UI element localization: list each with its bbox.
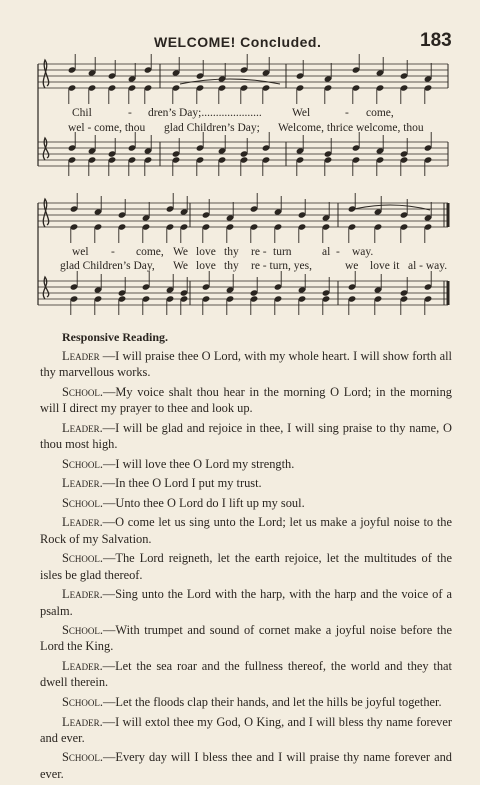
lyric: thy xyxy=(224,260,239,272)
entry-text: —I will love thee O Lord my strength. xyxy=(103,456,295,471)
entry-text: —Let the sea roar and the fullness thereof, the world and they that dwell therein. xyxy=(40,659,452,690)
speaker: Leader. xyxy=(62,476,103,491)
speaker: School. xyxy=(62,551,103,566)
lyric: it xyxy=(393,260,400,272)
reading-entry xyxy=(40,475,452,491)
lyric: wel xyxy=(72,246,89,258)
lyric: wel - come, thou xyxy=(68,122,146,134)
lyric: glad Children’s Day, xyxy=(60,260,155,272)
entry-text: —I will extol thee my God, O King, and I will bless thy name forever and ever. xyxy=(40,714,452,745)
speaker: Leader xyxy=(62,349,100,363)
lyric: al - way. xyxy=(408,260,448,272)
entry-text: —Unto thee O Lord do I lift up my soul. xyxy=(103,495,305,510)
lyric: - xyxy=(345,107,349,119)
lyric: We xyxy=(173,260,189,272)
reading-entry xyxy=(40,456,452,472)
lyric: - xyxy=(128,107,132,119)
entry-text: —In thee O Lord I put my trust. xyxy=(102,476,262,491)
reading-entry xyxy=(40,348,452,381)
entry-text: —The Lord reigneth, let the earth rejoice, let the multitudes of the isles be glad thereof. xyxy=(40,551,452,582)
reading-entry xyxy=(40,550,452,583)
speaker: School. xyxy=(62,384,103,399)
speaker: School. xyxy=(62,495,103,510)
lyric: thy xyxy=(224,246,239,258)
reading-entry xyxy=(40,586,452,619)
entry-text: —Sing unto the Lord with the harp, with the harp and the voice of a psalm. xyxy=(40,587,452,618)
entry-text: —Let the floods clap their hands, and let the hills be joyful together. xyxy=(103,694,442,709)
section-heading: Responsive Reading. xyxy=(62,330,169,344)
lyric: glad Children’s Day; xyxy=(164,122,260,134)
clef xyxy=(43,138,48,160)
speaker: School. xyxy=(62,623,103,638)
speaker: Leader. xyxy=(62,515,103,530)
lyric: - xyxy=(111,246,115,258)
tie xyxy=(180,79,280,84)
lyric: we xyxy=(345,260,359,272)
lyric: Chil xyxy=(72,107,92,119)
speaker: Leader. xyxy=(62,420,103,435)
reading-entry xyxy=(40,749,452,782)
page-title: WELCOME! Concluded. xyxy=(154,34,322,50)
lyric: dren’s Day;..................... xyxy=(148,107,262,119)
entry-text: —My voice shalt thou hear in the morning O Lord; in the morning will I direct my prayer to thee and look up. xyxy=(40,384,452,416)
entry-text: —With trumpet and sound of cornet make a joyful noise before the Lord the King. xyxy=(40,623,452,654)
lyric: re - xyxy=(251,246,267,258)
lyric: turn xyxy=(273,246,292,258)
speaker: Leader. xyxy=(62,659,103,674)
entry-text: —I will praise thee O Lord, with my whole heart. I will show forth all thy marvellous works. xyxy=(40,349,452,380)
lyric: al xyxy=(322,246,331,258)
reading-entry xyxy=(40,694,452,710)
lyric: re - turn, yes, xyxy=(251,260,312,272)
reading-entry xyxy=(40,495,452,511)
reading-entry xyxy=(40,622,452,655)
page-number: 183 xyxy=(420,30,452,51)
lyric: way. xyxy=(352,246,374,258)
speaker: Leader. xyxy=(62,587,103,602)
speaker: School. xyxy=(62,456,103,471)
lyric: come, xyxy=(136,246,164,258)
lyric: come, xyxy=(366,107,394,119)
entry-text: —O come let us sing unto the Lord; let us make a joyful noise to the Rock of my Salvation. xyxy=(40,515,452,546)
music-score xyxy=(0,0,480,330)
lyric: love xyxy=(196,246,216,258)
reading-entry xyxy=(40,420,452,453)
speaker: School. xyxy=(62,750,103,765)
speaker: Leader. xyxy=(62,714,103,729)
entry-text: —Every day will I bless thee and I will praise thy name forever and ever. xyxy=(40,750,452,781)
reading-entry xyxy=(40,384,452,417)
clef xyxy=(43,277,48,299)
lyric: love xyxy=(196,260,216,272)
reading-entry xyxy=(40,658,452,691)
lyric: We xyxy=(173,246,189,258)
speaker: School. xyxy=(62,694,103,709)
lyric: - xyxy=(336,246,340,258)
entry-text: —I will be glad and rejoice in thee, I will sing praise to thy name, O thou most high. xyxy=(40,420,452,452)
lyric: love xyxy=(370,260,390,272)
reading-entry xyxy=(40,514,452,547)
responsive-reading xyxy=(40,348,452,785)
reading-entry xyxy=(40,714,452,747)
lyric: Wel xyxy=(292,107,311,119)
lyric: Welcome, thrice welcome, thou xyxy=(278,122,424,134)
